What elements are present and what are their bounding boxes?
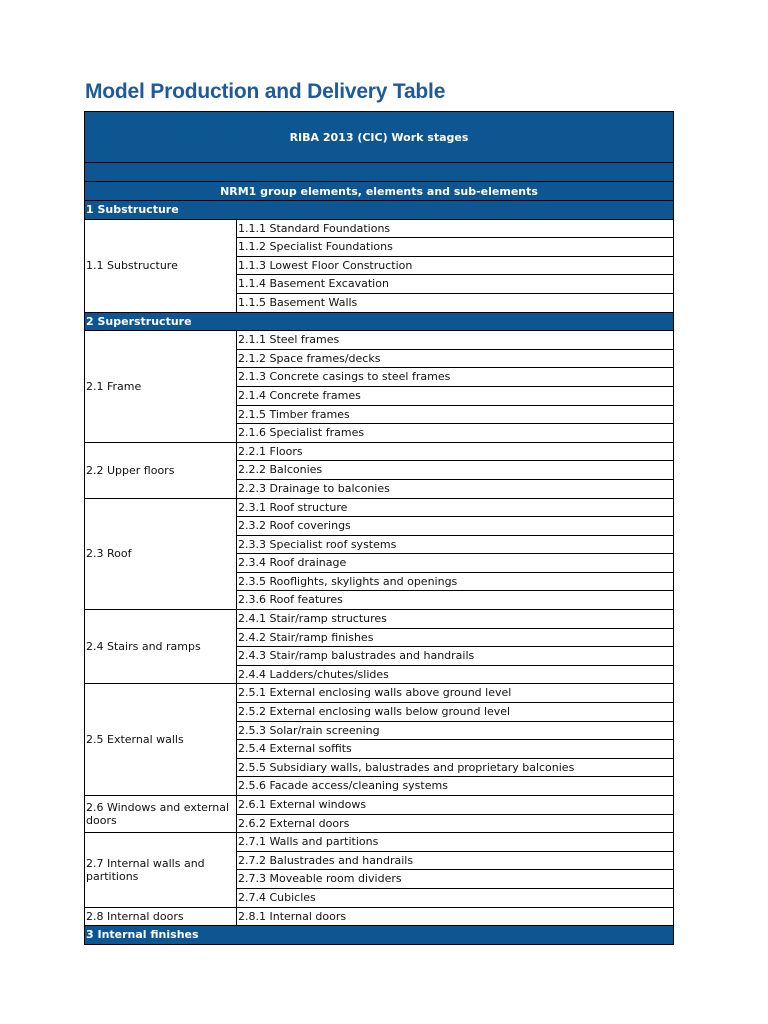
element-group-label: 1.1 Substructure bbox=[85, 220, 237, 312]
sub-element-cell: 1.1.2 Specialist Foundations bbox=[237, 238, 673, 257]
element-group-row bbox=[85, 220, 673, 313]
sub-element-cell: 2.1.4 Concrete frames bbox=[237, 387, 673, 406]
sub-element-cell: 2.3.5 Rooflights, skylights and openings bbox=[237, 573, 673, 592]
sub-element-cell: 2.3.4 Roof drainage bbox=[237, 554, 673, 573]
sub-element-cell: 2.3.3 Specialist roof systems bbox=[237, 536, 673, 555]
sub-element-cell: 2.5.6 Facade access/cleaning systems bbox=[238, 779, 448, 793]
sub-element-cell: 2.2.2 Balconies bbox=[237, 461, 673, 480]
sub-element-cell: 2.4.3 Stair/ramp balustrades and handrails bbox=[237, 647, 673, 666]
sub-element-list bbox=[237, 684, 673, 795]
element-group-row bbox=[85, 684, 673, 796]
section-header: 1 Substructure bbox=[85, 201, 673, 220]
sub-element-cell: 2.4.1 Stair/ramp structures bbox=[237, 610, 673, 629]
element-group-row bbox=[85, 331, 673, 443]
sub-element-cell: 2.1.1 Steel frames bbox=[237, 331, 673, 350]
element-group-row bbox=[85, 908, 673, 927]
section-header: 3 Internal finishes bbox=[85, 926, 673, 944]
sub-element-cell: 2.3.6 Roof features bbox=[238, 593, 343, 607]
sub-element-list bbox=[237, 908, 673, 926]
element-group-label: 2.8 Internal doors bbox=[85, 908, 237, 926]
sub-element-cell: 2.7.1 Walls and partitions bbox=[237, 833, 673, 852]
sub-element-cell: 2.5.5 Subsidiary walls, balustrades and proprietary balconies bbox=[237, 759, 673, 778]
sub-element-cell: 2.2.3 Drainage to balconies bbox=[238, 481, 390, 495]
sub-element-cell: 2.7.3 Moveable room dividers bbox=[237, 870, 673, 889]
sub-element-cell: 2.1.5 Timber frames bbox=[237, 406, 673, 425]
sub-element-cell: 2.7.4 Cubicles bbox=[238, 890, 316, 904]
sub-element-cell: 2.1.3 Concrete casings to steel frames bbox=[237, 368, 673, 387]
sub-element-cell: 2.6.1 External windows bbox=[237, 796, 673, 815]
table-body bbox=[85, 201, 673, 944]
sub-element-cell: 2.5.2 External enclosing walls below ground level bbox=[237, 703, 673, 722]
sub-element-cell: 2.5.1 External enclosing walls above ground level bbox=[237, 684, 673, 703]
sub-element-list bbox=[237, 331, 673, 442]
sub-element-list bbox=[237, 833, 673, 906]
sub-element-cell: 2.5.3 Solar/rain screening bbox=[237, 722, 673, 741]
sub-element-cell: 2.1.6 Specialist frames bbox=[238, 426, 365, 440]
element-group-label: 2.4 Stairs and ramps bbox=[85, 610, 237, 683]
sub-element-cell: 2.2.1 Floors bbox=[237, 443, 673, 462]
table-header-work-stages bbox=[85, 112, 673, 163]
section-header: 2 Superstructure bbox=[85, 313, 673, 332]
sub-element-cell: 2.7.2 Balustrades and handrails bbox=[237, 852, 673, 871]
element-group-label: 2.6 Windows and external doors bbox=[85, 796, 237, 832]
element-group-row bbox=[85, 610, 673, 684]
sub-element-cell: 1.1.5 Basement Walls bbox=[238, 295, 358, 309]
sub-element-cell: 2.1.2 Space frames/decks bbox=[237, 350, 673, 369]
sub-element-cell: 1.1.1 Standard Foundations bbox=[237, 220, 673, 239]
table-subheader-elements bbox=[85, 182, 673, 201]
element-group-label: 2.7 Internal walls and partitions bbox=[85, 833, 237, 906]
element-group-row bbox=[85, 796, 673, 833]
element-group-label: 2.3 Roof bbox=[85, 499, 237, 610]
table-header-spacer bbox=[85, 163, 673, 182]
sub-element-list bbox=[237, 796, 673, 832]
sub-element-cell: 2.4.4 Ladders/chutes/slides bbox=[238, 667, 389, 681]
page-title: Model Production and Delivery Table bbox=[85, 80, 446, 103]
sub-element-list bbox=[237, 610, 673, 683]
sub-element-list bbox=[237, 220, 673, 312]
element-group-label: 2.1 Frame bbox=[85, 331, 237, 442]
sub-element-cell: 1.1.3 Lowest Floor Construction bbox=[237, 257, 673, 276]
production-table bbox=[84, 111, 674, 945]
sub-element-cell: 2.3.1 Roof structure bbox=[237, 499, 673, 518]
sub-element-cell: 2.6.2 External doors bbox=[238, 816, 350, 830]
sub-element-cell: 2.4.2 Stair/ramp finishes bbox=[237, 629, 673, 648]
element-group-row bbox=[85, 443, 673, 499]
subheader-label: NRM1 group elements, elements and sub-elements bbox=[220, 184, 538, 198]
sub-element-cell: 1.1.4 Basement Excavation bbox=[237, 275, 673, 294]
header-label: RIBA 2013 (CIC) Work stages bbox=[289, 130, 469, 144]
element-group-row bbox=[85, 833, 673, 907]
element-group-row bbox=[85, 499, 673, 611]
sub-element-cell: 2.8.1 Internal doors bbox=[238, 909, 347, 923]
sub-element-cell: 2.5.4 External soffits bbox=[237, 740, 673, 759]
element-group-label: 2.5 External walls bbox=[85, 684, 237, 795]
element-group-label: 2.2 Upper floors bbox=[85, 443, 237, 498]
sub-element-list bbox=[237, 443, 673, 498]
sub-element-cell: 2.3.2 Roof coverings bbox=[237, 517, 673, 536]
sub-element-list bbox=[237, 499, 673, 610]
